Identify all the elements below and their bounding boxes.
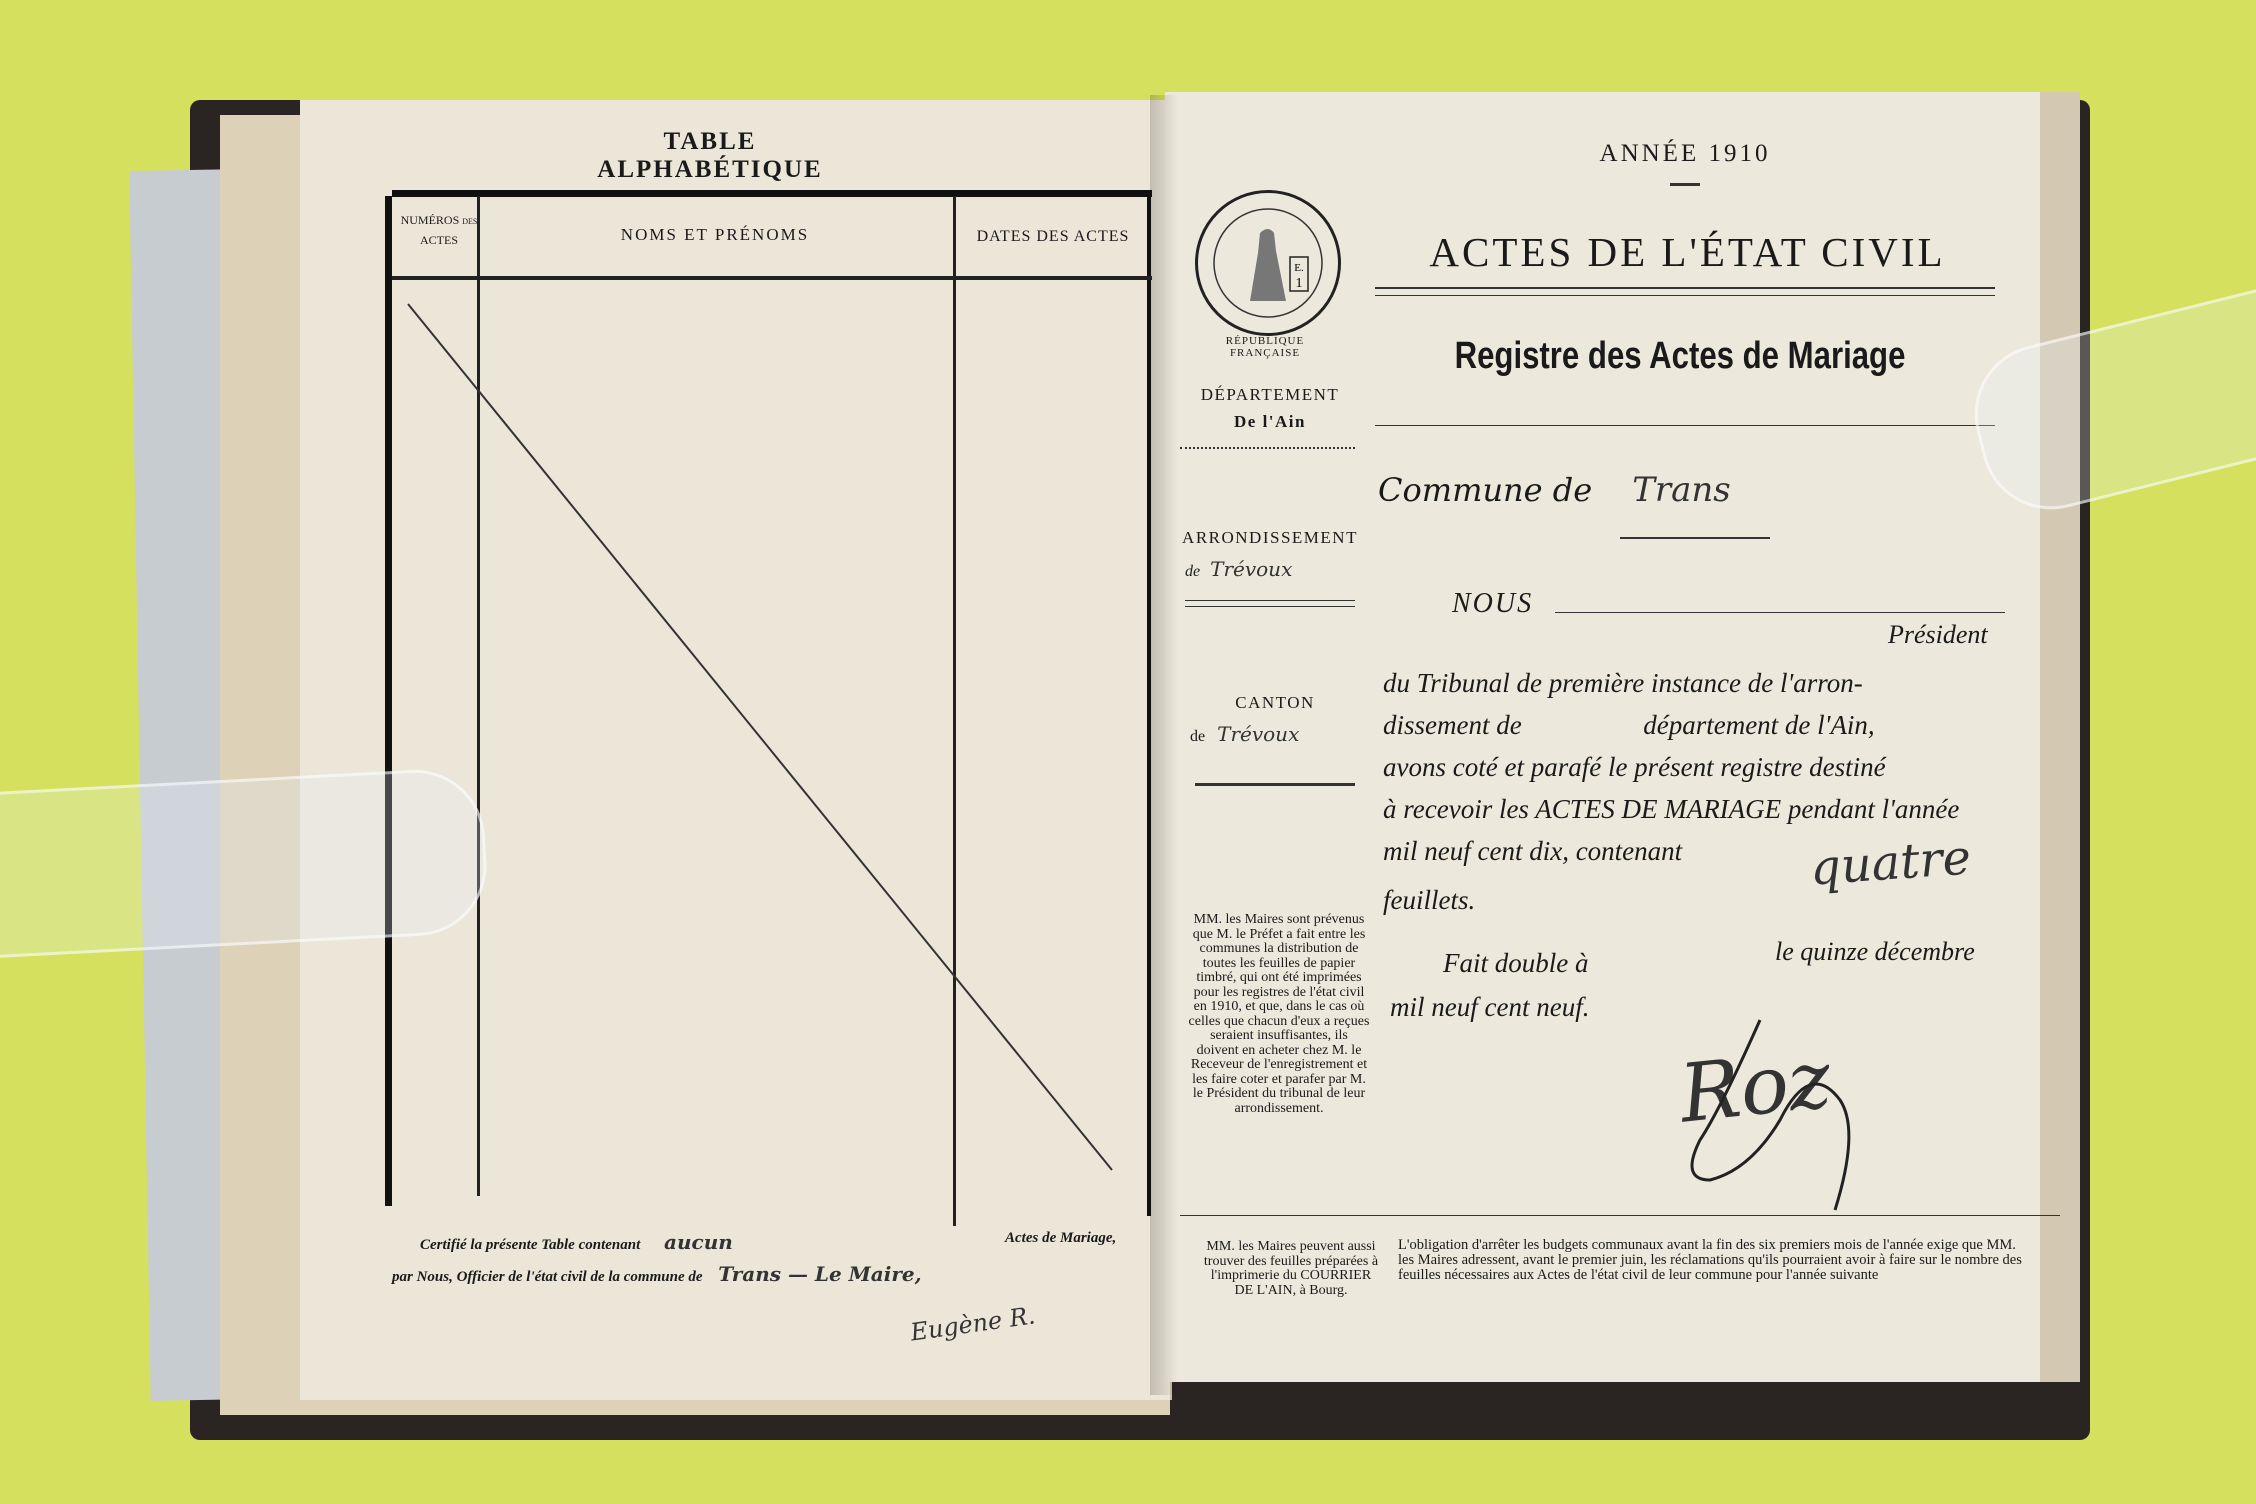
- main-title: ACTES DE L'ÉTAT CIVIL: [1429, 229, 1946, 275]
- seal-text: RÉPUBLIQUE FRANÇAISE: [1225, 335, 1305, 359]
- column-header-noms: NOMS ET PRÉNOMS: [620, 225, 810, 244]
- note-maires-papier-timbre: MM. les Maires sont prévenus que M. le Préfet a fait entre les communes la distribution de toutes les feuilles de papier timbré, qui ont été imprimées pour les registres de l'état civil en 1910, et que, dans le cas où celles que chacun d'eux a reçues seraient insuffisantes, ils doivent en acheter chez M. le Receveur de l'enregistrement et les faire coter et parafer par M. le Président du tribunal de leur arrondissement.: [1188, 912, 1370, 1116]
- date-line: le quinze décembre: [1775, 937, 1975, 966]
- president-label: Président: [1888, 620, 1988, 649]
- handwritten-quantity: quatre: [1808, 829, 1973, 897]
- table-top-rule: [392, 190, 1152, 197]
- handwritten-count: aucun: [664, 1230, 733, 1254]
- fait-double: Fait double à: [1443, 948, 1589, 978]
- commune-label: Commune de: [1378, 471, 1593, 509]
- side-rule: [1185, 606, 1355, 607]
- title-rule: [1375, 295, 1995, 296]
- subtitle-rule: [1375, 425, 1995, 426]
- body-line: dissement de département de l'Ain,: [1383, 710, 1875, 740]
- year-line: mil neuf cent neuf.: [1390, 992, 1590, 1022]
- budget-footnote: L'obligation d'arrêter les budgets communaux avant la fin des six premiers mois de l'année exige que MM. les Maires adressent, avant le premier juin, les réclamations qu'ils pourraient avoir à faire sur le nombre des feuilles nécessaires aux Actes de l'état civil de leur commune pour l'année suivante: [1398, 1237, 2022, 1283]
- side-rule: [1195, 783, 1355, 786]
- left-transparent-clip: [0, 766, 490, 959]
- nous-label: NOUS: [1452, 588, 1534, 619]
- departement-value: De l'Ain: [1234, 412, 1306, 431]
- body-line: avons coté et parafé le présent registre destiné: [1383, 752, 1886, 782]
- certification-text: par Nous, Officier de l'état civil de la commune de: [392, 1269, 703, 1285]
- year-heading: ANNÉE 1910: [1599, 140, 1771, 167]
- commune-value: Trans: [1632, 470, 1731, 510]
- certification-text: Actes de Mariage,: [1005, 1230, 1117, 1246]
- handwritten-commune: Trans — Le Maire,: [718, 1262, 922, 1286]
- footer-rule: [1180, 1215, 2060, 1216]
- register-subtitle: Registre des Actes de Mariage: [1454, 335, 1906, 377]
- canton-de: de: [1190, 728, 1206, 745]
- seal-figure-icon: [1198, 193, 1338, 333]
- ornament-rule: [1670, 183, 1700, 186]
- body-line: du Tribunal de première instance de l'arron-: [1383, 668, 1863, 698]
- republique-seal-icon: [1195, 190, 1341, 336]
- president-signature: Roz: [1675, 1032, 1835, 1141]
- mayor-signature: Eugène R.: [908, 1301, 1037, 1347]
- commune-rule: [1620, 537, 1770, 539]
- side-rule: [1185, 600, 1355, 601]
- wavy-rule: [1180, 447, 1355, 449]
- svg-text:1: 1: [1295, 276, 1303, 291]
- table-title: TABLE ALPHABÉTIQUE: [597, 128, 823, 183]
- departement-label: DÉPARTEMENT: [1200, 385, 1340, 404]
- body-line: à recevoir les ACTES DE MARIAGE pendant l'année: [1383, 794, 1960, 824]
- arrondissement-field: [1185, 557, 1365, 581]
- certification-line-1: [420, 1230, 1150, 1254]
- column-header-numeros: NUMÉROS des ACTES: [400, 213, 478, 247]
- nous-rule: [1555, 612, 2005, 613]
- right-page-edge: [2040, 92, 2080, 1382]
- signature-flourish: [1640, 1000, 1970, 1260]
- commune-line: [1378, 470, 2018, 510]
- canton-field: [1190, 722, 1370, 746]
- arrondissement-label: ARRONDISSEMENT: [1182, 528, 1358, 547]
- certification-text: Certifié la présente Table contenant: [420, 1237, 641, 1253]
- body-line: feuillets.: [1383, 885, 1476, 915]
- cancel-diagonal-line: [390, 280, 1160, 1180]
- note-maires-courrier: MM. les Maires peuvent aussi trouver des feuilles préparées à l'imprimerie du COURRIER DE L'AIN, à Bourg.: [1203, 1239, 1379, 1298]
- canton-label: CANTON: [1235, 693, 1315, 712]
- canton-value: Trévoux: [1217, 722, 1300, 746]
- certification-line-2: [392, 1262, 1152, 1286]
- title-rule: [1375, 287, 1995, 289]
- column-header-dates: DATES DES ACTES: [976, 228, 1130, 245]
- arrondissement-de: de: [1185, 563, 1201, 580]
- body-line: mil neuf cent dix, contenant: [1383, 836, 1683, 866]
- arrondissement-value: Trévoux: [1210, 557, 1293, 581]
- svg-text:E.: E.: [1294, 262, 1304, 274]
